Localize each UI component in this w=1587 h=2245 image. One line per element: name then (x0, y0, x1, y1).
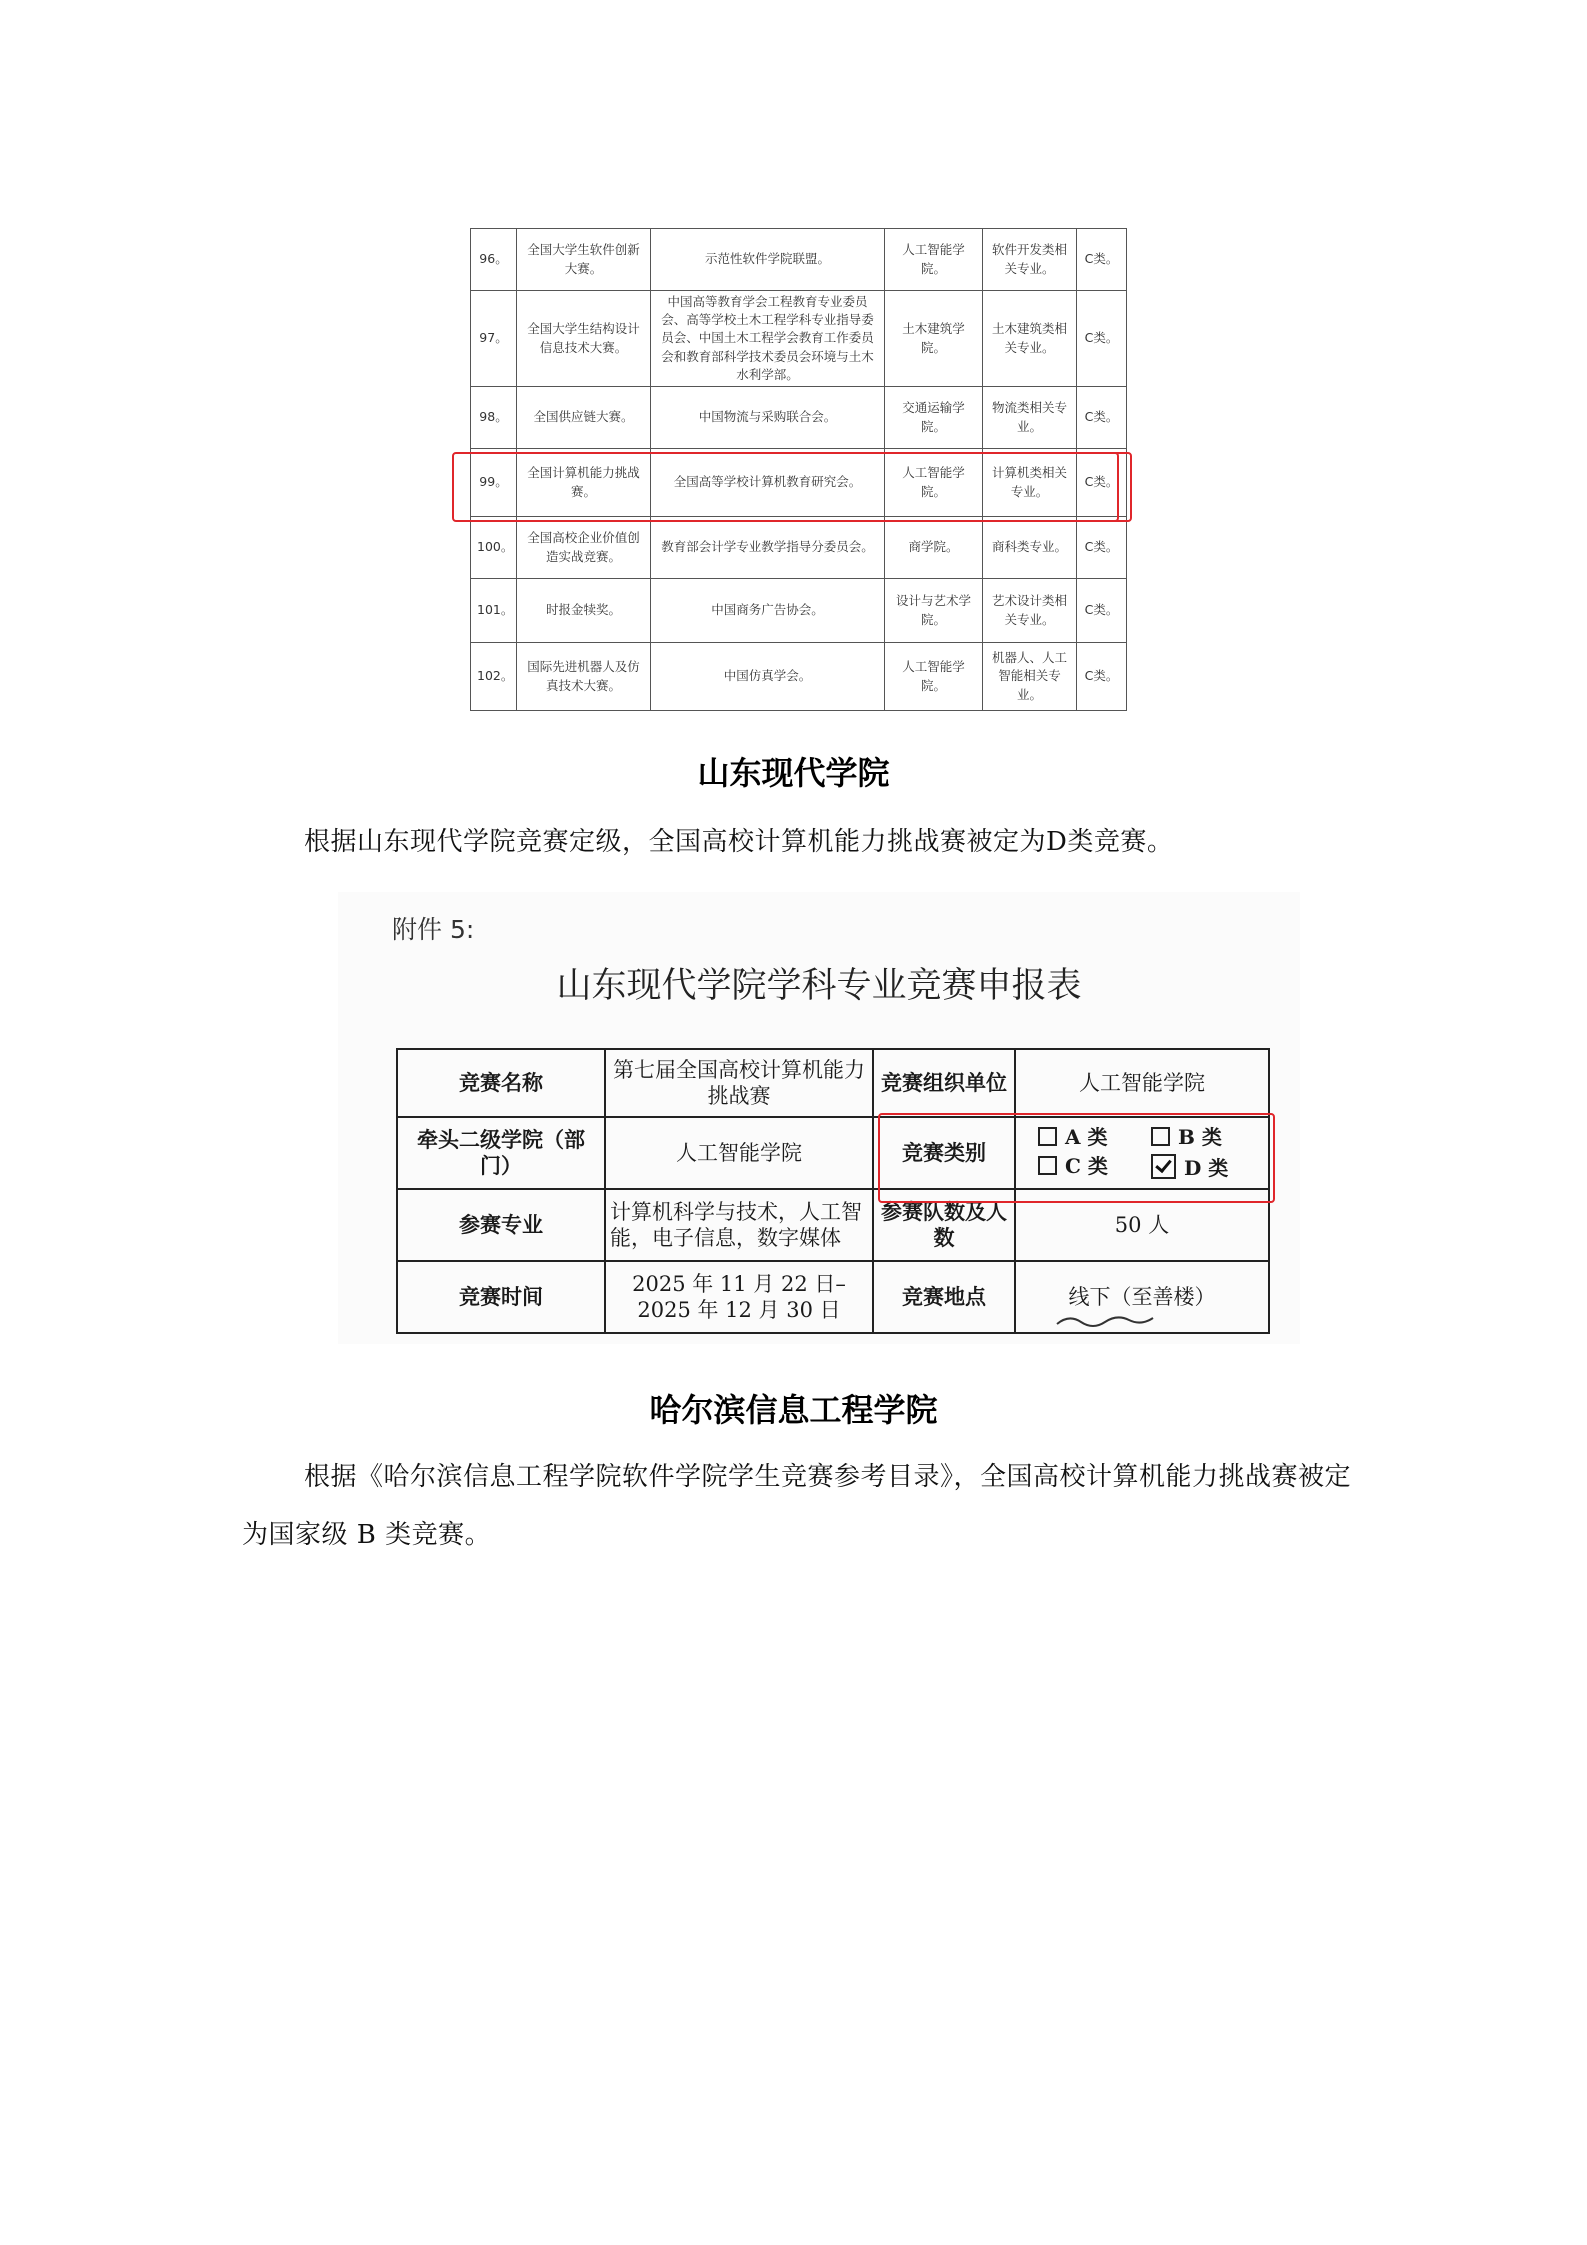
value-organizer: 人工智能学院 (1015, 1049, 1269, 1117)
competition-name: 全国大学生软件创新大赛。 (517, 229, 651, 291)
row-number: 102。 (471, 643, 517, 711)
category-option-c: C 类 (1038, 1154, 1151, 1181)
category-option-b: B 类 (1151, 1125, 1264, 1150)
value-time: 2025 年 11 月 22 日–2025 年 12 月 30 日 (605, 1261, 873, 1333)
table-row (471, 387, 1127, 449)
majors: 商科类专业。 (983, 517, 1077, 579)
row-number: 98。 (471, 387, 517, 449)
level: C类。 (1077, 449, 1127, 517)
competition-name: 国际先进机器人及仿真技术大赛。 (517, 643, 651, 711)
organizer: 中国商务广告协会。 (651, 579, 885, 643)
label-majors: 参赛专业 (397, 1189, 605, 1261)
highlight-box-category (878, 1113, 1275, 1203)
majors: 土木建筑类相关专业。 (983, 291, 1077, 387)
handwritten-underline-scribble (1053, 1304, 1173, 1334)
department: 人工智能学院。 (885, 229, 983, 291)
majors: 艺术设计类相关专业。 (983, 579, 1077, 643)
department: 土木建筑学院。 (885, 291, 983, 387)
department: 人工智能学院。 (885, 449, 983, 517)
organizer: 中国物流与采购联合会。 (651, 387, 885, 449)
section-paragraph-harbin: 根据《哈尔滨信息工程学院软件学院学生竞赛参考目录》，全国高校计算机能力挑战赛被定为国家级 B 类竞赛。 (242, 1462, 1352, 1550)
department: 交通运输学院。 (885, 387, 983, 449)
label-organizer: 竞赛组织单位 (873, 1049, 1015, 1117)
level: C类。 (1077, 229, 1127, 291)
label-teams: 参赛队数及人数 (873, 1189, 1015, 1261)
level: C类。 (1077, 643, 1127, 711)
majors: 软件开发类相关专业。 (983, 229, 1077, 291)
table-row (471, 229, 1127, 291)
competition-name: 全国计算机能力挑战赛。 (517, 449, 651, 517)
row-number: 100。 (471, 517, 517, 579)
table-row (397, 1049, 1269, 1117)
label-category: 竞赛类别 (873, 1117, 1015, 1189)
label-place: 竞赛地点 (873, 1261, 1015, 1333)
value-majors: 计算机科学与技术，人工智能，电子信息，数字媒体 (605, 1189, 873, 1261)
table-row (471, 579, 1127, 643)
row-number: 97。 (471, 291, 517, 387)
row-number: 99。 (471, 449, 517, 517)
majors: 计算机类相关专业。 (983, 449, 1077, 517)
table-row (471, 517, 1127, 579)
organizer: 中国仿真学会。 (651, 643, 885, 711)
value-lead-department: 人工智能学院 (605, 1117, 873, 1189)
majors: 机器人、人工智能相关专业。 (983, 643, 1077, 711)
department: 设计与艺术学院。 (885, 579, 983, 643)
table-row (471, 291, 1127, 387)
category-option-a: A 类 (1038, 1125, 1151, 1150)
attachment-label: 附件 5: (392, 915, 475, 944)
organizer: 中国高等教育学会工程教育专业委员会、高等学校土木工程学科专业指导委员会、中国土木工程学会教育工作委员会和教育部科学技术委员会环境与土木水利学部。 (651, 291, 885, 387)
label-lead-department: 牵头二级学院（部门） (397, 1117, 605, 1189)
row-number: 96。 (471, 229, 517, 291)
level: C类。 (1077, 517, 1127, 579)
value-competition-name: 第七届全国高校计算机能力挑战赛 (605, 1049, 873, 1117)
value-place: 线下（至善楼） (1015, 1261, 1269, 1333)
level: C类。 (1077, 291, 1127, 387)
highlight-box-row-99-outer (452, 452, 1132, 522)
level: C类。 (1077, 387, 1127, 449)
section-paragraph-shandong: 根据山东现代学院竞赛定级，全国高校计算机能力挑战赛被定为D类竞赛。 (304, 827, 1174, 857)
competition-name: 全国供应链大赛。 (517, 387, 651, 449)
row-number: 101。 (471, 579, 517, 643)
competition-name: 全国大学生结构设计信息技术大赛。 (517, 291, 651, 387)
form-title: 山东现代学院学科专业竞赛申报表 (556, 966, 1082, 1006)
majors: 物流类相关专业。 (983, 387, 1077, 449)
label-time: 竞赛时间 (397, 1261, 605, 1333)
department: 商学院。 (885, 517, 983, 579)
table-row (471, 643, 1127, 711)
application-form-image (338, 892, 1300, 1344)
organizer: 全国高等学校计算机教育研究会。 (651, 449, 885, 517)
organizer: 教育部会计学专业教学指导分委员会。 (651, 517, 885, 579)
department: 人工智能学院。 (885, 643, 983, 711)
competition-name: 时报金犊奖。 (517, 579, 651, 643)
section-heading-shandong: 山东现代学院 (697, 754, 890, 792)
category-option-d: D 类 (1151, 1154, 1264, 1181)
organizer: 示范性软件学院联盟。 (651, 229, 885, 291)
section-heading-harbin: 哈尔滨信息工程学院 (649, 1391, 938, 1429)
level: C类。 (1077, 579, 1127, 643)
value-teams: 50 人 (1015, 1189, 1269, 1261)
competition-name: 全国高校企业价值创造实战竞赛。 (517, 517, 651, 579)
label-competition-name: 竞赛名称 (397, 1049, 605, 1117)
